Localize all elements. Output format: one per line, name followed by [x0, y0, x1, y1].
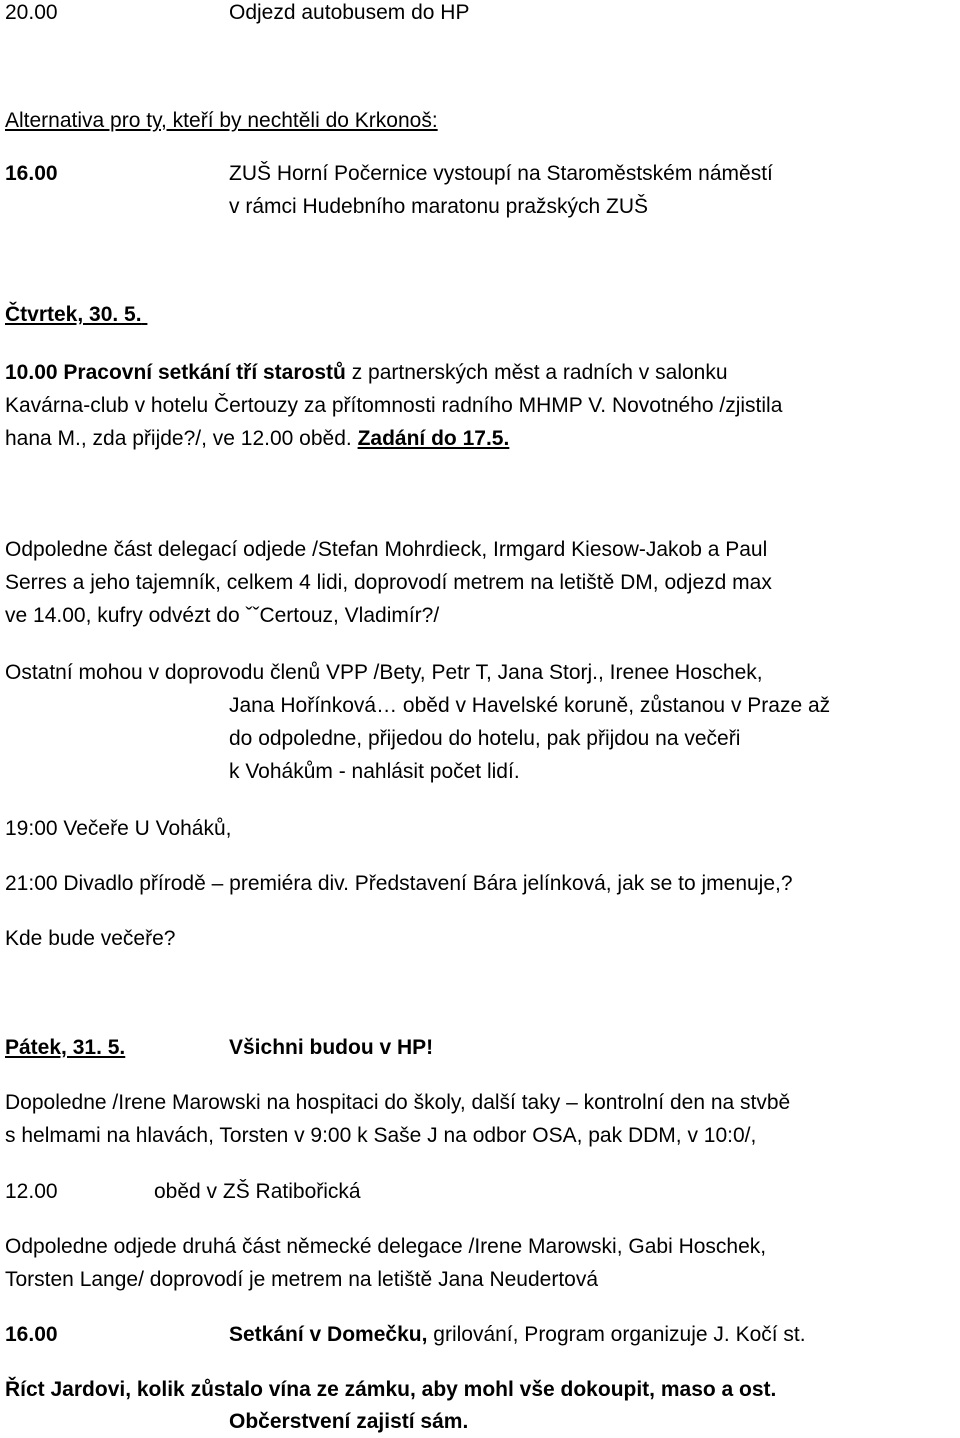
- morning-line-1: Dopoledne /Irene Marowski na hospitaci do školy, další taky – kontrolní den na stvbě: [5, 1091, 791, 1114]
- lunch-text: oběd v ZŠ Ratibořická: [154, 1180, 361, 1203]
- afternoon-line-3: ve 14.00, kufry odvézt do ˇˇCertouz, Vladimír?/: [5, 604, 440, 627]
- afternoon2-line-2: Torsten Lange/ doprovodí je metrem na letiště Jana Neudertová: [5, 1268, 599, 1291]
- schedule-entry-departure: [5, 0, 58, 29]
- others-line-4: k Vohákům - nahlásit počet lidí.: [229, 760, 520, 783]
- meeting-line-2: Kavárna-club v hotelu Čertouzy za přítomnosti radního MHMP V. Novotného /zjistila: [5, 394, 783, 417]
- meeting2-text: [229, 1318, 806, 1351]
- morning-line-2: s helmami na hlavách, Torsten v 9:00 k Saše J na odbor OSA, pak DDM, v 10:0/,: [5, 1124, 757, 1147]
- meeting-time: 10.00: [5, 361, 58, 384]
- meeting2-title: Setkání v Domečku,: [229, 1323, 428, 1346]
- entry-time-concert: 16.00: [5, 162, 58, 185]
- lunch-time: 12.00: [5, 1180, 58, 1203]
- meeting-detail: z partnerských měst a radních v salonku: [351, 361, 728, 384]
- note-line-2: Občerstvení zajistí sám.: [229, 1410, 469, 1433]
- meeting-title: Pracovní setkání tří starostů: [63, 361, 346, 384]
- afternoon2-line-1: Odpoledne odjede druhá část německé delegace /Irene Marowski, Gabi Hoschek,: [5, 1235, 767, 1258]
- meeting-lunch: hana M., zda přijde?/, ve 12.00 oběd.: [5, 427, 352, 450]
- meeting2-detail: grilování, Program organizuje J. Kočí st.: [433, 1323, 806, 1346]
- dinner-entry: 19:00 Večeře U Voháků,: [5, 817, 232, 840]
- concert-line-2: v rámci Hudebního maratonu pražských ZUŠ: [229, 195, 649, 218]
- friday-heading: Pátek, 31. 5.: [5, 1036, 126, 1059]
- others-line-2: Jana Hořínková… oběd v Havelské koruně, zůstanou v Praze až: [229, 694, 831, 717]
- thursday-heading: [5, 298, 204, 331]
- entry-text: Odjezd autobusem do HP: [229, 1, 470, 24]
- others-line-1: Ostatní mohou v doprovodu členů VPP /Bety, Petr T, Jana Storj., Irenee Hoschek,: [5, 661, 763, 684]
- others-line-3: do odpoledne, přijedou do hotelu, pak přijdou na večeři: [229, 727, 741, 750]
- meeting-deadline: Zadání do 17.5.: [357, 427, 510, 450]
- theatre-entry: 21:00 Divadlo přírodě – premiéra div. Představení Bára jelínková, jak se to jmenuje,?: [5, 872, 793, 895]
- note-line-1: Říct Jardovi, kolik zůstalo vína ze zámku, aby mohl vše dokoupit, maso a ost.: [5, 1378, 777, 1401]
- meeting-line-1: [5, 356, 728, 389]
- meeting-line-3: [5, 422, 509, 455]
- thursday-date: Čtvrtek, 30. 5.: [5, 303, 142, 326]
- meeting2-time: 16.00: [5, 1323, 58, 1346]
- afternoon-line-1: Odpoledne část delegací odjede /Stefan Mohrdieck, Irmgard Kiesow-Jakob a Paul: [5, 538, 768, 561]
- alternative-heading: Alternativa pro ty, kteří by nechtěli do Krkonoš:: [5, 109, 438, 132]
- entry-time: 20.00: [5, 1, 58, 24]
- concert-line-1: ZUŠ Horní Počernice vystoupí na Staroměstském náměstí: [229, 162, 773, 185]
- dinner-question: Kde bude večeře?: [5, 927, 176, 950]
- afternoon-line-2: Serres a jeho tajemník, celkem 4 lidi, doprovodí metrem na letiště DM, odjezd max: [5, 571, 772, 594]
- friday-note: Všichni budou v HP!: [229, 1036, 434, 1059]
